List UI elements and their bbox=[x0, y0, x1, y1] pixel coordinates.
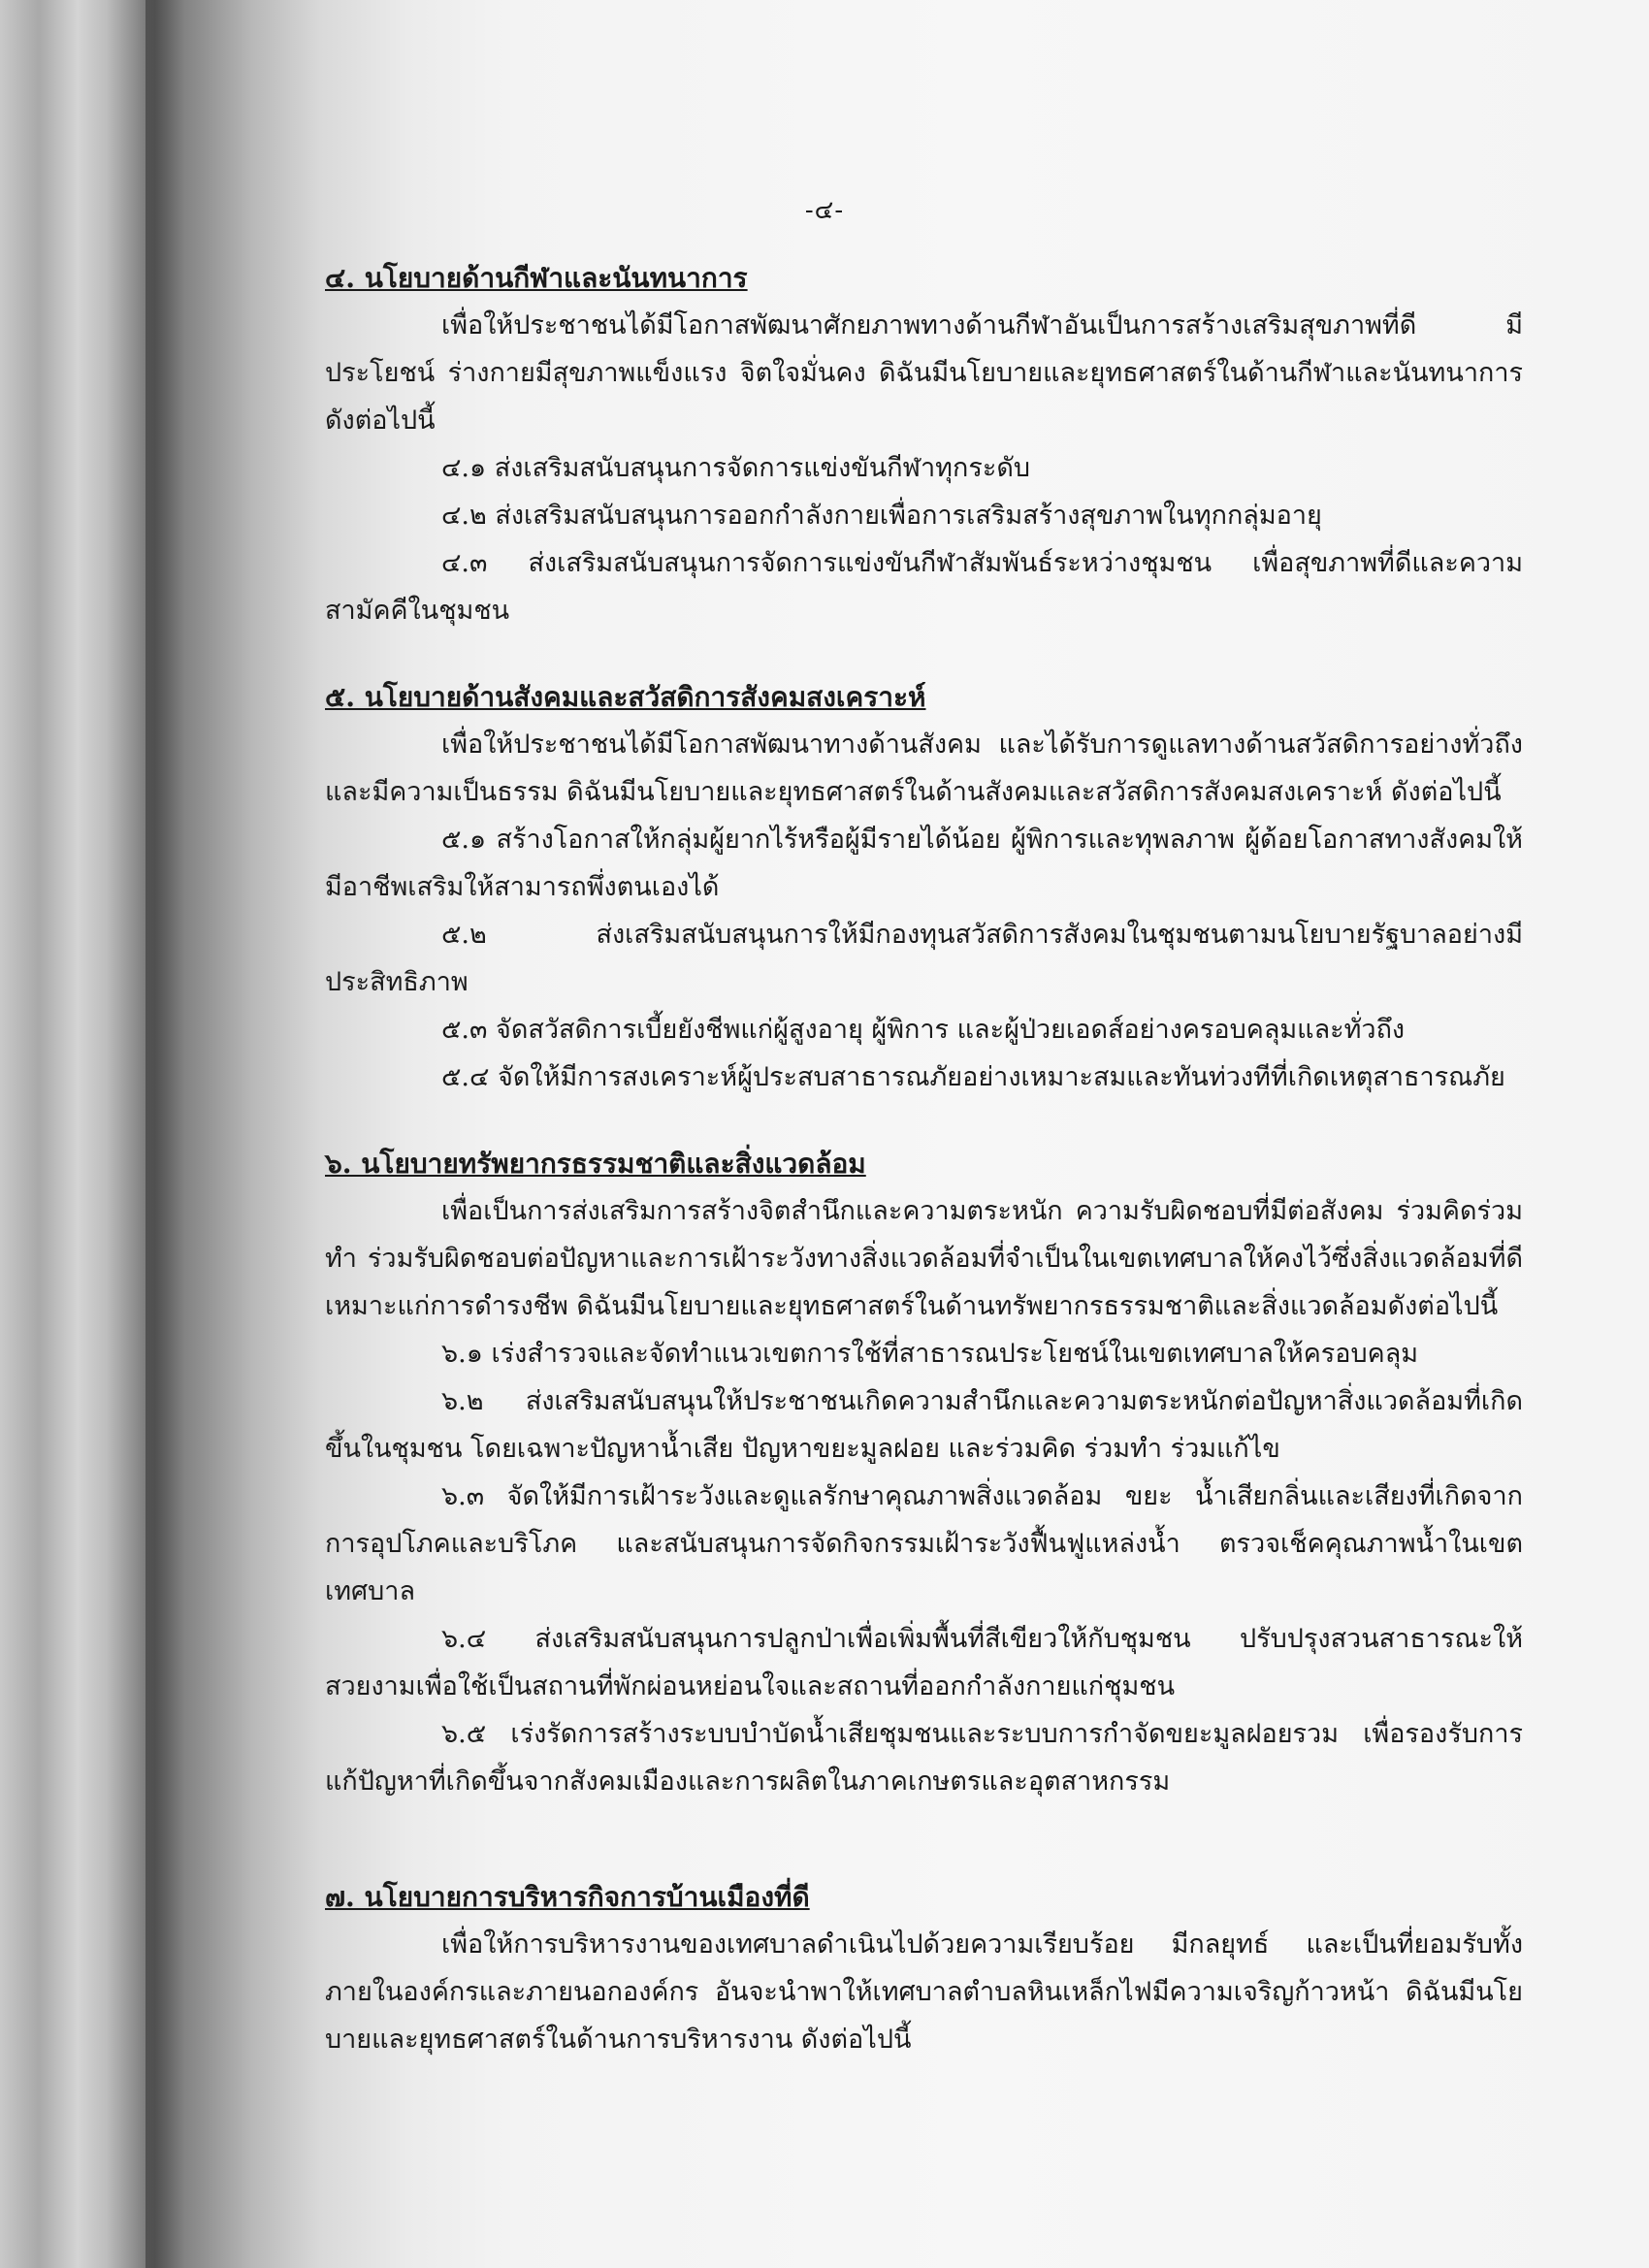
section-title: ๕. นโยบายด้านสังคมและสวัสดิการสังคมสงเคราะห์ bbox=[325, 681, 926, 713]
policy-item: ๔.๓ ส่งเสริมสนับสนุนการจัดการแข่งขันกีฬาสัมพันธ์ระหว่างชุมชน เพื่อสุขภาพที่ดีและความสามัคคีในชุมชน bbox=[325, 548, 1523, 626]
section-social-welfare bbox=[325, 673, 1523, 1101]
document-body bbox=[325, 254, 1523, 2063]
policy-item: ๖.๓ จัดให้มีการเฝ้าระวังและดูแลรักษาคุณภาพสิ่งแวดล้อม ขยะ น้ำเสียกลิ่นและเสียงที่เกิดจากการอุปโภคและบริโภค และสนับสนุนการจัดกิจกรรมเฝ้าระวังฟื้นฟูแหล่งน้ำ ตรวจเช็คคุณภาพน้ำในเขตเทศบาล bbox=[325, 1481, 1523, 1606]
section-intro: เพื่อให้การบริหารงานของเทศบาลดำเนินไปด้วยความเรียบร้อย มีกลยุทธ์ และเป็นที่ยอมรับทั้งภายในองค์กรและภายนอกองค์กร อันจะนำพาให้เทศบาลตำบลหินเหล็กไฟมีความเจริญก้าวหน้า ดิฉันมีนโยบายและยุทธศาสตร์ในด้านการบริหารงาน ดังต่อไปนี้ bbox=[325, 1929, 1523, 2055]
page-number: -๔- bbox=[804, 196, 845, 225]
section-intro: เพื่อให้ประชาชนได้มีโอกาสพัฒนาทางด้านสังคม และได้รับการดูแลทางด้านสวัสดิการอย่างทั่วถึงและมีความเป็นธรรม ดิฉันมีนโยบายและยุทธศาสตร์ในด้านสังคมและสวัสดิการสังคมสงเคราะห์ ดังต่อไปนี้ bbox=[325, 729, 1523, 807]
policy-item: ๖.๔ ส่งเสริมสนับสนุนการปลูกป่าเพื่อเพิ่มพื้นที่สีเขียวให้กับชุมชน ปรับปรุงสวนสาธารณะให้สวยงามเพื่อใช้เป็นสถานที่พักผ่อนหย่อนใจและสถานที่ออกกำลังกายแก่ชุมชน bbox=[325, 1624, 1523, 1701]
section-good-governance bbox=[325, 1873, 1523, 2063]
policy-item: ๖.๒ ส่งเสริมสนับสนุนให้ประชาชนเกิดความสำนึกและความตระหนักต่อปัญหาสิ่งแวดล้อมที่เกิดขึ้นในชุมชน โดยเฉพาะปัญหาน้ำเสีย ปัญหาขยะมูลฝอย และร่วมคิด ร่วมทำ ร่วมแก้ไข bbox=[325, 1386, 1523, 1464]
policy-item: ๕.๔ จัดให้มีการสงเคราะห์ผู้ประสบสาธารณภัยอย่างเหมาะสมและทันท่วงทีที่เกิดเหตุสาธารณภัย bbox=[441, 1062, 1505, 1092]
section-sports bbox=[325, 254, 1523, 634]
policy-item: ๖.๑ เร่งสำรวจและจัดทำแนวเขตการใช้ที่สาธารณประโยชน์ในเขตเทศบาลให้ครอบคลุม bbox=[441, 1339, 1419, 1369]
section-title: ๔. นโยบายด้านกีฬาและนันทนาการ bbox=[325, 262, 748, 294]
section-intro: เพื่อให้ประชาชนได้มีโอกาสพัฒนาศักยภาพทางด้านกีฬาอันเป็นการสร้างเสริมสุขภาพที่ดี มีประโยชน์ ร่างกายมีสุขภาพแข็งแรง จิตใจมั่นคง ดิฉันมีนโยบายและยุทธศาสตร์ในด้านกีฬาและนันทนาการดังต่อไปนี้ bbox=[325, 310, 1523, 436]
section-intro: เพื่อเป็นการส่งเสริมการสร้างจิตสำนึกและความตระหนัก ความรับผิดชอบที่มีต่อสังคม ร่วมคิดร่วมทำ ร่วมรับผิดชอบต่อปัญหาและการเฝ้าระวังทางสิ่งแวดล้อมที่จำเป็นในเขตเทศบาลให้คงไว้ซึ่งสิ่งแวดล้อมที่ดี เหมาะแก่การดำรงชีพ ดิฉันมีนโยบายและยุทธศาสตร์ในด้านทรัพยากรธรรมชาติและสิ่งแวดล้อมดังต่อไปนี้ bbox=[325, 1196, 1523, 1321]
policy-item: ๕.๓ จัดสวัสดิการเบี้ยยังชีพแก่ผู้สูงอายุ ผู้พิการ และผู้ป่วยเอดส์อย่างครอบคลุมและทั่วถึง bbox=[441, 1015, 1406, 1045]
policy-item: ๕.๒ ส่งเสริมสนับสนุนการให้มีกองทุนสวัสดิการสังคมในชุมชนตามนโยบายรัฐบาลอย่างมีประสิทธิภาพ bbox=[325, 920, 1523, 997]
section-title: ๗. นโยบายการบริหารกิจการบ้านเมืองที่ดี bbox=[325, 1881, 810, 1913]
policy-item: ๔.๒ ส่งเสริมสนับสนุนการออกกำลังกายเพื่อการเสริมสร้างสุขภาพในทุกกลุ่มอายุ bbox=[441, 501, 1322, 531]
binding-shadow bbox=[146, 0, 184, 2268]
section-environment bbox=[325, 1140, 1523, 1805]
policy-item: ๔.๑ ส่งเสริมสนับสนุนการจัดการแข่งขันกีฬาทุกระดับ bbox=[441, 453, 1030, 483]
policy-item: ๖.๕ เร่งรัดการสร้างระบบบำบัดน้ำเสียชุมชนและระบบการกำจัดขยะมูลฝอยรวม เพื่อรองรับการแก้ปัญหาที่เกิดขึ้นจากสังคมเมืองและการผลิตในภาคเกษตรและอุตสาหกรรม bbox=[325, 1719, 1523, 1797]
section-title: ๖. นโยบายทรัพยากรธรรมชาติและสิ่งแวดล้อม bbox=[325, 1148, 866, 1180]
policy-item: ๕.๑ สร้างโอกาสให้กลุ่มผู้ยากไร้หรือผู้มีรายได้น้อย ผู้พิการและทุพลภาพ ผู้ด้อยโอกาสทางสังคมให้มีอาชีพเสริมให้สามารถพึ่งตนเองได้ bbox=[325, 825, 1523, 902]
